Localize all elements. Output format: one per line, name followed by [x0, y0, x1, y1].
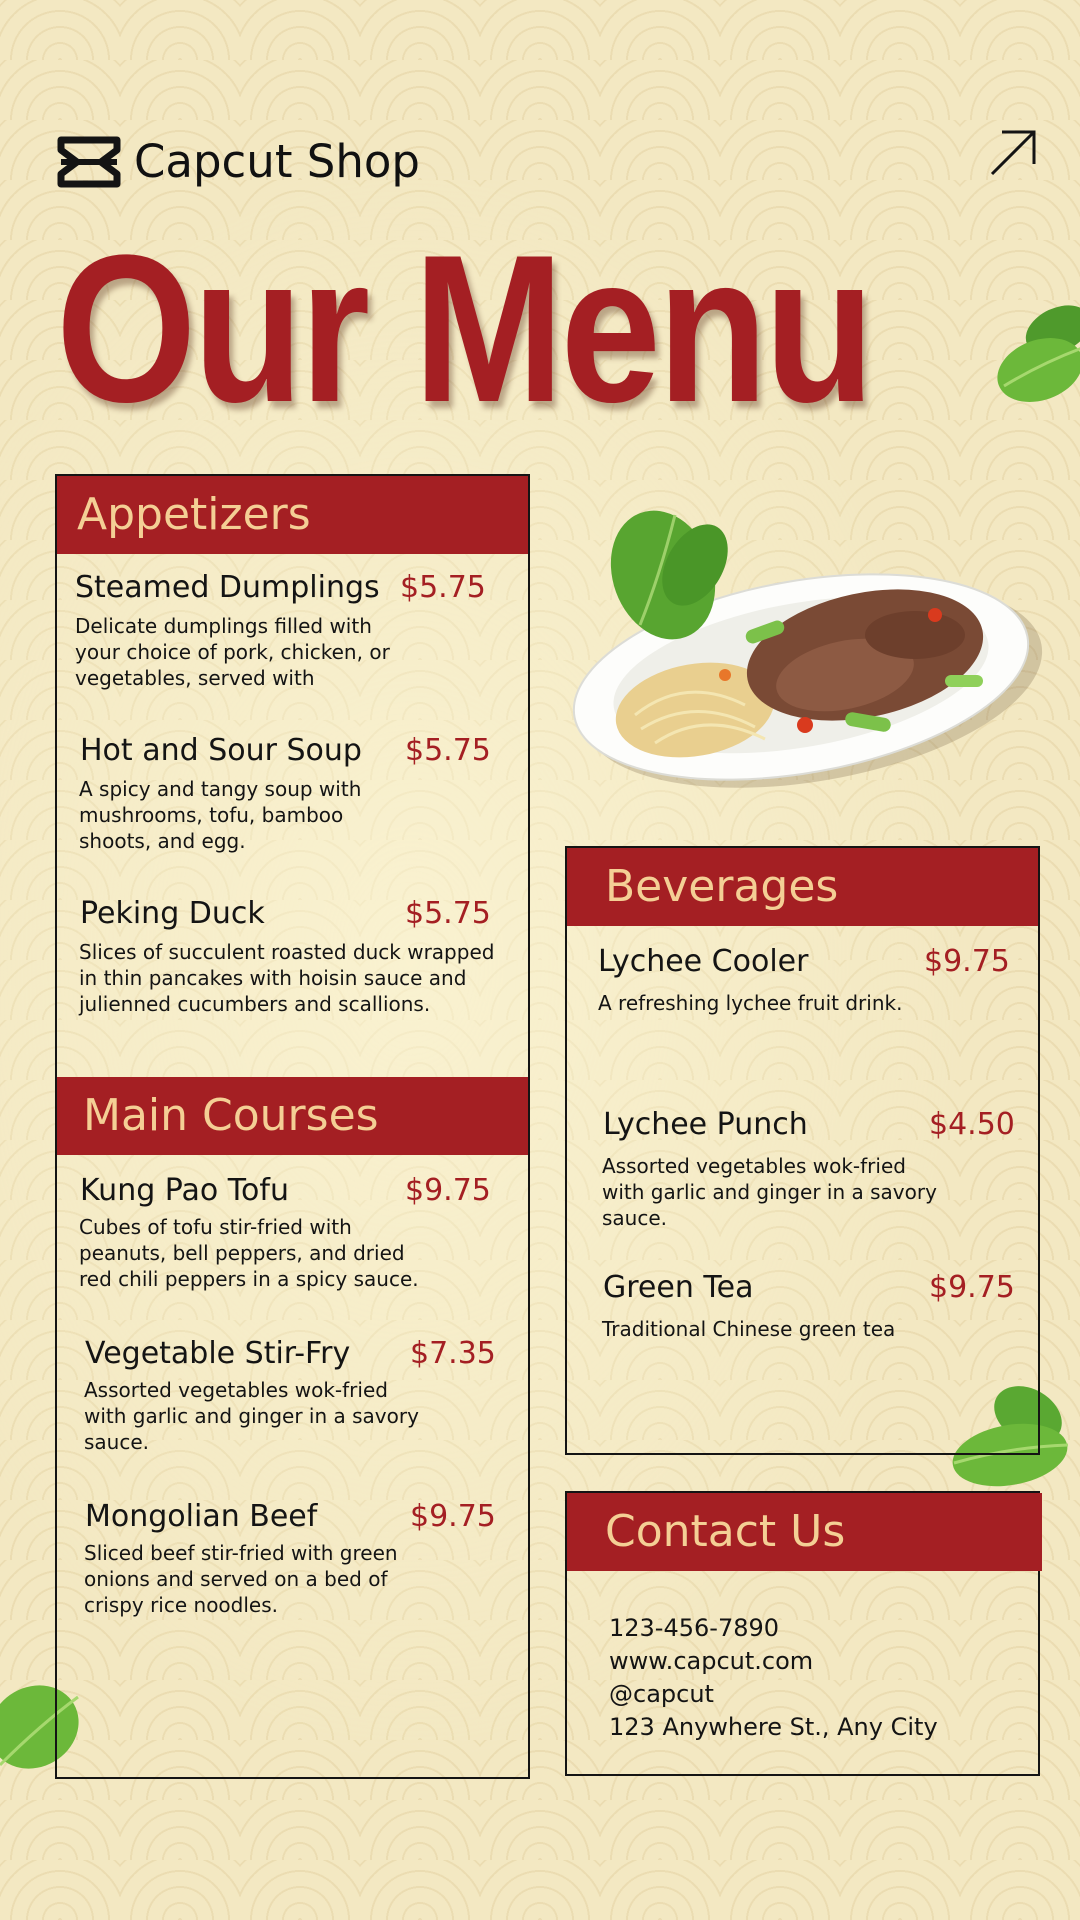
item-price: $9.75 [410, 1499, 496, 1534]
item-description: Assorted vegetables wok-fried with garlic and ginger in a savory sauce. [84, 1378, 419, 1454]
item-price: $5.75 [400, 570, 486, 605]
item-description: Sliced beef stir-fried with green onions and served on a bed of crispy rice noodles. [84, 1541, 398, 1617]
item-name: Steamed Dumplings [75, 570, 380, 605]
item-description: Assorted vegetables wok-fried with garlic and ginger in a savory sauce. [602, 1154, 937, 1230]
item-price: $9.75 [405, 1173, 491, 1208]
contact-address: 123 Anywhere St., Any City [609, 1713, 938, 1741]
contact-handle[interactable]: @capcut [609, 1680, 714, 1708]
brand-name: Capcut Shop [134, 135, 420, 188]
contact-phone[interactable]: 123-456-7890 [609, 1614, 780, 1642]
page-title: Our Menu [56, 211, 872, 446]
item-name: Green Tea [603, 1270, 754, 1305]
item-name: Vegetable Stir-Fry [85, 1336, 351, 1371]
section-header-contact: Contact Us [567, 1493, 1042, 1571]
item-price: $5.75 [405, 733, 491, 768]
item-description: Cubes of tofu stir-fried with peanuts, bell peppers, and dried red chili peppers in a spicy sauce. [79, 1215, 419, 1291]
item-price: $9.75 [929, 1270, 1015, 1305]
item-name: Lychee Cooler [598, 944, 809, 979]
item-price: $7.35 [410, 1336, 496, 1371]
item-description: Slices of succulent roasted duck wrapped in thin pancakes with hoisin sauce and julienned cucumbers and scallions. [79, 940, 495, 1016]
capcut-logo-icon [57, 136, 121, 188]
section-header-beverages: Beverages [567, 848, 1038, 926]
food-plate-image [545, 505, 1065, 805]
item-name: Peking Duck [80, 896, 265, 931]
item-description: A refreshing lychee fruit drink. [598, 991, 903, 1015]
item-name: Lychee Punch [603, 1107, 808, 1142]
item-description: Traditional Chinese green tea [602, 1317, 896, 1341]
contact-website[interactable]: www.capcut.com [609, 1647, 814, 1675]
section-header-main-courses: Main Courses [57, 1077, 528, 1155]
item-name: Kung Pao Tofu [80, 1173, 289, 1208]
menu-panel-beverages [565, 846, 1040, 1455]
item-name: Mongolian Beef [85, 1499, 318, 1534]
section-header-appetizers: Appetizers [57, 476, 528, 554]
item-description: Delicate dumplings filled with your choice of pork, chicken, or vegetables, served with [75, 614, 390, 690]
item-price: $5.75 [405, 896, 491, 931]
item-name: Hot and Sour Soup [80, 733, 362, 768]
item-price: $4.50 [929, 1107, 1015, 1142]
leaf-icon [990, 290, 1080, 410]
item-description: A spicy and tangy soup with mushrooms, tofu, bamboo shoots, and egg. [79, 777, 362, 853]
arrow-up-right-icon[interactable] [988, 126, 1040, 178]
item-price: $9.75 [924, 944, 1010, 979]
